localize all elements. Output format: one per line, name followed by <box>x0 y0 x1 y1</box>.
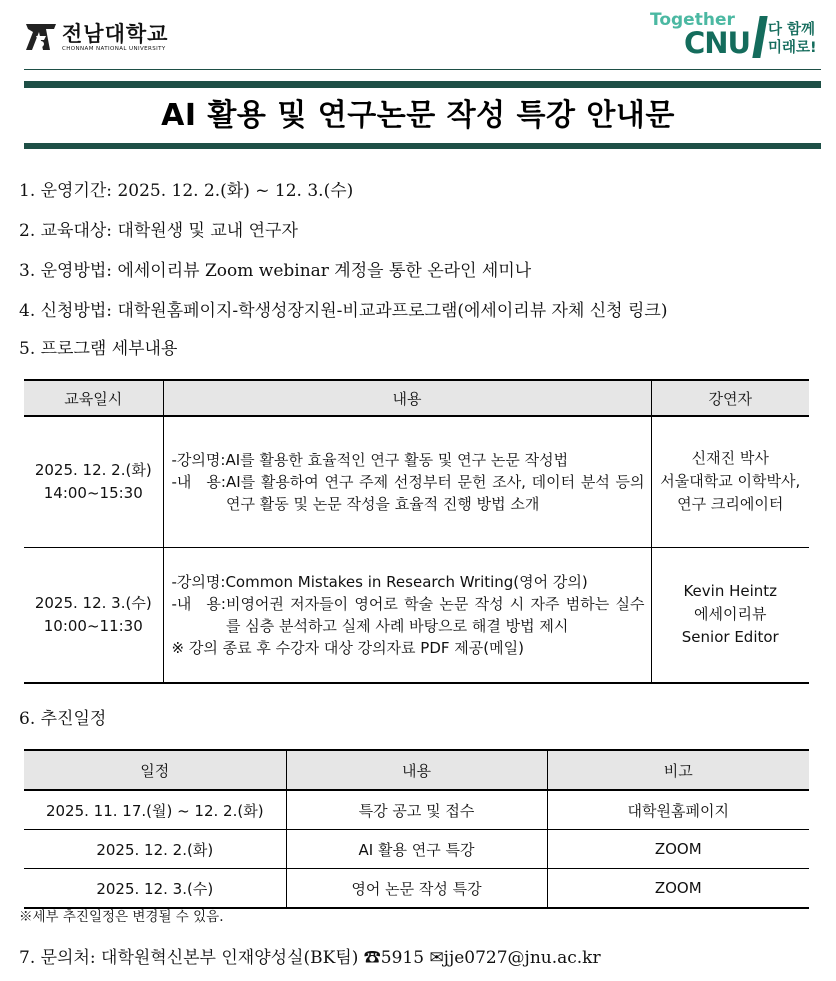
title-band-bottom <box>24 143 821 149</box>
item-apply: 4. 신청방법: 대학원홈페이지-학생성장지원-비교과프로그램(에세이리뷰 자체 신청 링크) <box>19 301 668 321</box>
lecture-title: Common Mistakes in Research Writing(영어 강의) <box>225 572 588 591</box>
lecture-title-label: -강의명: <box>171 450 226 469</box>
schedule-date: 2025. 12. 3.(수) <box>24 869 286 909</box>
schedule-remark: ZOOM <box>547 830 809 869</box>
speaker-affiliation: 에세이리뷰 <box>694 605 767 624</box>
schedule-remark: 대학원홈페이지 <box>547 790 809 830</box>
speaker-role: 연구 크리에이터 <box>677 495 784 514</box>
title-band-top <box>24 81 821 88</box>
lecture-desc: AI를 활용하여 연구 주제 선정부터 문헌 조사, 데이터 분석 등의 연구 활동 및 논문 작성을 효율적 진행 방법 소개 <box>225 472 645 513</box>
table-row <box>24 416 809 547</box>
schedule-content: AI 활용 연구 특강 <box>286 830 547 869</box>
speaker-cell <box>651 416 809 547</box>
schedule-table <box>24 749 809 909</box>
university-name-kr: 전남대학교 <box>62 21 169 46</box>
program-table <box>24 379 809 684</box>
slogan-logo <box>650 8 818 64</box>
speaker-name: 신재진 박사 <box>691 449 769 468</box>
session-content <box>163 547 651 683</box>
lecture-desc-label: -내 용: <box>171 472 226 491</box>
session-time: 10:00~11:30 <box>43 616 143 635</box>
lecture-title-label: -강의명: <box>171 572 226 591</box>
slogan-together: Together <box>650 10 735 30</box>
table-row <box>24 830 809 869</box>
schedule-date: 2025. 11. 17.(월) ~ 12. 2.(화) <box>24 790 286 830</box>
item-period: 1. 운영기간: 2025. 12. 2.(화) ~ 12. 3.(수) <box>19 181 354 201</box>
session-time: 14:00~15:30 <box>43 483 143 502</box>
schedule-date: 2025. 12. 2.(화) <box>24 830 286 869</box>
header-cell: 일정 <box>24 750 286 790</box>
schedule-content: 영어 논문 작성 특강 <box>286 869 547 909</box>
header-cell: 내용 <box>163 380 651 416</box>
schedule-content: 특강 공고 및 접수 <box>286 790 547 830</box>
schedule-header-row <box>24 750 809 790</box>
item-schedule-heading: 6. 추진일정 <box>19 709 107 729</box>
session-date: 2025. 12. 3.(수) <box>34 593 152 612</box>
session-date: 2025. 12. 2.(화) <box>34 460 152 479</box>
slogan-one-mark <box>752 16 767 58</box>
slogan-cnu: CNU <box>684 26 751 60</box>
session-content <box>163 416 651 547</box>
lecture-desc-label: -내 용: <box>171 594 226 613</box>
session-datetime <box>24 547 163 683</box>
program-header-row <box>24 380 809 416</box>
item-contact: 7. 문의처: 대학원혁신본부 인재양성실(BK팀) ☎5915 ✉jje0727@jnu.ac.kr <box>19 948 601 968</box>
header-cell: 비고 <box>547 750 809 790</box>
item-program-heading: 5. 프로그램 세부내용 <box>19 339 178 359</box>
header-cell: 내용 <box>286 750 547 790</box>
speaker-name: Kevin Heintz <box>683 582 778 601</box>
header-cell: 교육일시 <box>24 380 163 416</box>
slogan-line-1: 다 함께 <box>768 22 816 38</box>
schedule-remark: ZOOM <box>547 869 809 909</box>
table-row <box>24 547 809 683</box>
lecture-note: ※ 강의 종료 후 수강자 대상 강의자료 PDF 제공(메일) <box>171 638 524 657</box>
university-name-en: CHONNAM NATIONAL UNIVERSITY <box>62 45 166 52</box>
university-logo <box>24 20 168 54</box>
lecture-desc: 비영어권 저자들이 영어로 학술 논문 작성 시 자주 범하는 실수를 심층 분석하고 실제 사례 바탕으로 해결 방법 제시 <box>225 594 645 635</box>
page-title: AI 활용 및 연구논문 작성 특강 안내문 <box>161 98 675 133</box>
item-target: 2. 교육대상: 대학원생 및 교내 연구자 <box>19 221 298 241</box>
university-emblem-icon <box>24 20 58 54</box>
schedule-note: ※세부 추진일정은 변경될 수 있음. <box>19 909 224 925</box>
table-row <box>24 869 809 909</box>
table-row <box>24 790 809 830</box>
header-cell: 강연자 <box>651 380 809 416</box>
session-datetime <box>24 416 163 547</box>
speaker-cell <box>651 547 809 683</box>
slogan-line-2: 미래로! <box>768 40 817 56</box>
item-method: 3. 운영방법: 에세이리뷰 Zoom webinar 계정을 통한 온라인 세미나 <box>19 261 532 281</box>
speaker-affiliation: 서울대학교 이학박사, <box>660 472 801 491</box>
header-divider-thin <box>24 69 821 70</box>
speaker-role: Senior Editor <box>681 628 779 647</box>
lecture-title: AI를 활용한 효율적인 연구 활동 및 연구 논문 작성법 <box>225 450 569 469</box>
